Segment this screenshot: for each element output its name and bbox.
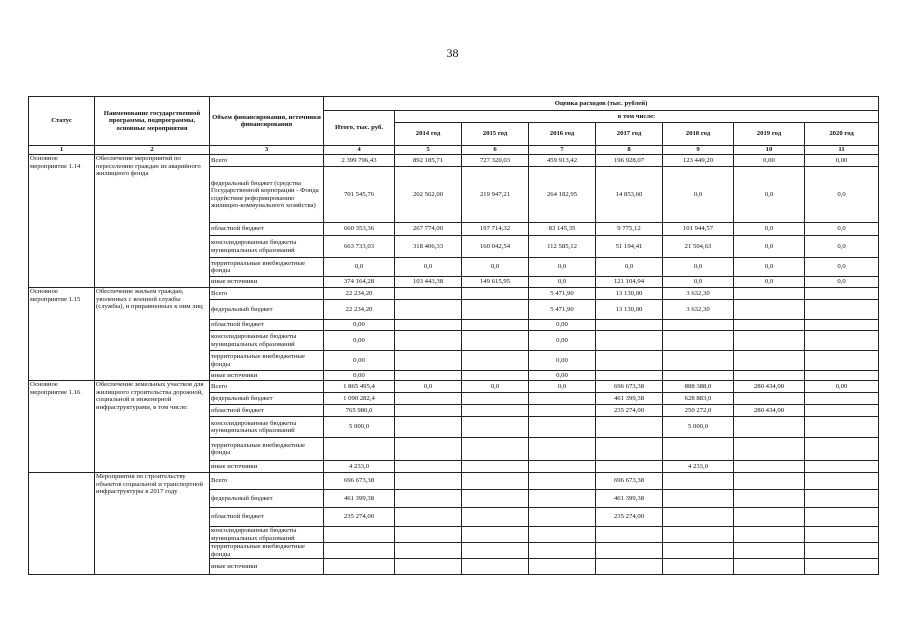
header-status: Статус [29, 97, 95, 146]
year-amount [462, 473, 529, 490]
year-amount [395, 393, 462, 405]
funding-source: областной бюджет [210, 223, 324, 236]
year-amount [734, 461, 805, 473]
year-amount [529, 393, 596, 405]
year-amount: 219 947,21 [462, 167, 529, 223]
year-amount: 196 928,07 [596, 155, 663, 167]
activity-status: Основное мероприятие 1.15 [29, 288, 95, 381]
year-amount [734, 438, 805, 461]
year-amount [395, 559, 462, 575]
column-number: 8 [596, 146, 663, 155]
year-amount [462, 527, 529, 543]
year-amount: 0,0 [805, 236, 879, 258]
year-amount [663, 371, 734, 381]
funding-source: консолидированные бюджеты муниципальных образований [210, 527, 324, 543]
header-volume: Объем финансирования, источники финансирования [210, 97, 324, 146]
year-amount [529, 405, 596, 417]
year-amount: 0,00 [529, 371, 596, 381]
year-amount: 318 406,33 [395, 236, 462, 258]
year-amount [663, 331, 734, 351]
year-amount [529, 527, 596, 543]
funding-source: консолидированные бюджеты муниципальных образований [210, 331, 324, 351]
table-row [29, 155, 879, 167]
year-amount: 13 130,00 [596, 300, 663, 320]
year-amount: 0,0 [734, 258, 805, 277]
total-amount: 374 164,28 [324, 277, 395, 288]
header-year: 2017 год [596, 123, 663, 146]
year-amount: 0,0 [462, 381, 529, 393]
year-amount [734, 393, 805, 405]
year-amount: 0,0 [734, 167, 805, 223]
total-amount: 660 353,36 [324, 223, 395, 236]
year-amount: 0,0 [529, 258, 596, 277]
column-number: 10 [734, 146, 805, 155]
year-amount [395, 405, 462, 417]
year-amount [734, 543, 805, 559]
year-amount [663, 490, 734, 508]
funding-source: областной бюджет [210, 508, 324, 527]
year-amount: 264 182,95 [529, 167, 596, 223]
activity-status [29, 473, 95, 575]
year-amount: 14 853,60 [596, 167, 663, 223]
year-amount [596, 351, 663, 371]
year-amount [529, 490, 596, 508]
year-amount [462, 417, 529, 438]
year-amount [663, 543, 734, 559]
year-amount: 0,0 [734, 223, 805, 236]
funding-source: Всего [210, 381, 324, 393]
year-amount: 280 434,00 [734, 405, 805, 417]
year-amount [529, 508, 596, 527]
funding-source: консолидированные бюджеты муниципальных образований [210, 417, 324, 438]
year-amount [462, 559, 529, 575]
year-amount: 13 130,00 [596, 288, 663, 300]
header-year: 2019 год [734, 123, 805, 146]
year-amount [734, 559, 805, 575]
year-amount: 5 000,0 [663, 417, 734, 438]
year-amount [462, 320, 529, 331]
year-amount [529, 559, 596, 575]
year-amount [596, 527, 663, 543]
year-amount [462, 438, 529, 461]
year-amount [734, 300, 805, 320]
table-header [29, 97, 879, 155]
year-amount: 21 504,63 [663, 236, 734, 258]
year-amount [663, 438, 734, 461]
year-amount [462, 351, 529, 371]
header-estimate: Оценка расходов (тыс. рублей) [324, 97, 879, 111]
year-amount [462, 490, 529, 508]
year-amount [462, 543, 529, 559]
funding-source: Всего [210, 155, 324, 167]
year-amount: 197 714,32 [462, 223, 529, 236]
year-amount: 461 399,38 [596, 393, 663, 405]
total-amount: 22 234,20 [324, 300, 395, 320]
year-amount [805, 438, 879, 461]
year-amount [395, 351, 462, 371]
total-amount [324, 559, 395, 575]
year-amount [462, 371, 529, 381]
activity-name: Обеспечение мероприятий по переселению граждан из аварийного жилищного фонда [95, 155, 210, 288]
year-amount: 267 774,00 [395, 223, 462, 236]
year-amount [805, 331, 879, 351]
year-amount: 0,0 [805, 277, 879, 288]
activity-name: Мероприятия по строительству объектов социальной и транспортной инфраструктуры в 2017 году [95, 473, 210, 575]
year-amount [805, 473, 879, 490]
total-amount: 0,0 [324, 258, 395, 277]
year-amount [395, 527, 462, 543]
funding-source: иные источники [210, 277, 324, 288]
total-amount: 4 233,0 [324, 461, 395, 473]
year-amount: 83 145,35 [529, 223, 596, 236]
year-amount [805, 300, 879, 320]
year-amount: 0,0 [596, 258, 663, 277]
year-amount [395, 508, 462, 527]
year-amount [596, 461, 663, 473]
total-amount: 663 733,03 [324, 236, 395, 258]
year-amount: 888 388,0 [663, 381, 734, 393]
year-amount [596, 543, 663, 559]
year-amount: 0,0 [663, 167, 734, 223]
year-amount: 0,0 [395, 381, 462, 393]
year-amount [596, 371, 663, 381]
year-amount [395, 331, 462, 351]
year-amount [462, 331, 529, 351]
year-amount [596, 320, 663, 331]
total-amount: 1 865 495,4 [324, 381, 395, 393]
year-amount: 0,0 [734, 236, 805, 258]
total-amount: 5 000,0 [324, 417, 395, 438]
year-amount [805, 508, 879, 527]
year-amount [805, 461, 879, 473]
year-amount [529, 438, 596, 461]
total-amount: 235 274,00 [324, 508, 395, 527]
year-amount [663, 508, 734, 527]
column-number: 7 [529, 146, 596, 155]
year-amount [395, 371, 462, 381]
year-amount: 0,0 [663, 258, 734, 277]
total-amount: 0,00 [324, 371, 395, 381]
year-amount [805, 490, 879, 508]
activity-status: Основное мероприятие 1.14 [29, 155, 95, 288]
year-amount [663, 473, 734, 490]
year-amount: 0,00 [529, 331, 596, 351]
activity-name: Обеспечение земельных участков для жилищного строительства дорожной, социальной и инженерной инфраструктурами, в том числе: [95, 381, 210, 473]
year-amount: 696 673,38 [596, 381, 663, 393]
year-amount: 202 562,00 [395, 167, 462, 223]
year-amount: 121 104,94 [596, 277, 663, 288]
table-row [29, 381, 879, 393]
column-number: 9 [663, 146, 734, 155]
year-amount: 250 272,0 [663, 405, 734, 417]
year-amount: 0,00 [734, 155, 805, 167]
total-amount [324, 543, 395, 559]
header-including: в том числе: [395, 111, 879, 123]
year-amount [395, 473, 462, 490]
total-amount: 765 980,0 [324, 405, 395, 417]
header-year: 2014 год [395, 123, 462, 146]
column-number: 6 [462, 146, 529, 155]
total-amount [324, 527, 395, 543]
year-amount: 459 913,42 [529, 155, 596, 167]
year-amount: 112 585,12 [529, 236, 596, 258]
year-amount: 0,00 [529, 320, 596, 331]
total-amount: 1 090 282,4 [324, 393, 395, 405]
year-amount [734, 320, 805, 331]
total-amount: 0,00 [324, 331, 395, 351]
year-amount: 51 194,41 [596, 236, 663, 258]
funding-source: территориальные внебюджетные фонды [210, 258, 324, 277]
year-amount [395, 300, 462, 320]
year-amount [805, 559, 879, 575]
year-amount [734, 351, 805, 371]
activity-status: Основное мероприятие 1.16 [29, 381, 95, 473]
year-amount [596, 417, 663, 438]
year-amount: 0,0 [395, 258, 462, 277]
column-number: 1 [29, 146, 95, 155]
year-amount: 892 185,71 [395, 155, 462, 167]
year-amount: 9 775,12 [596, 223, 663, 236]
year-amount [805, 417, 879, 438]
year-amount [734, 527, 805, 543]
funding-source: федеральный бюджет (средства Государственной корпорации - Фонда содействия реформированию жилищно-коммунального хозяйства) [210, 167, 324, 223]
year-amount [462, 405, 529, 417]
year-amount: 3 632,30 [663, 288, 734, 300]
year-amount [805, 371, 879, 381]
year-amount: 235 274,00 [596, 508, 663, 527]
year-amount [395, 461, 462, 473]
year-amount [734, 331, 805, 351]
header-year: 2018 год [663, 123, 734, 146]
year-amount [596, 331, 663, 351]
year-amount [805, 543, 879, 559]
header-year: 2020 год [805, 123, 879, 146]
total-amount: 2 399 796,43 [324, 155, 395, 167]
year-amount: 0,0 [734, 277, 805, 288]
year-amount: 280 434,00 [734, 381, 805, 393]
year-amount: 461 399,38 [596, 490, 663, 508]
year-amount: 0,0 [805, 258, 879, 277]
funding-source: территориальные внебюджетные фонды [210, 438, 324, 461]
year-amount [596, 559, 663, 575]
year-amount: 0,0 [529, 381, 596, 393]
year-amount: 696 673,38 [596, 473, 663, 490]
total-amount: 0,00 [324, 320, 395, 331]
funding-source: областной бюджет [210, 320, 324, 331]
total-amount: 22 234,20 [324, 288, 395, 300]
year-amount: 160 042,54 [462, 236, 529, 258]
funding-source: Всего [210, 473, 324, 490]
year-amount [395, 417, 462, 438]
year-amount: 727 320,03 [462, 155, 529, 167]
year-amount [395, 320, 462, 331]
year-amount: 0,0 [805, 167, 879, 223]
year-amount: 103 443,38 [395, 277, 462, 288]
year-amount: 0,0 [529, 277, 596, 288]
year-amount [395, 543, 462, 559]
header-year: 2015 год [462, 123, 529, 146]
year-amount [734, 490, 805, 508]
funding-source: федеральный бюджет [210, 300, 324, 320]
funding-source: иные источники [210, 559, 324, 575]
year-amount [462, 288, 529, 300]
year-amount: 5 471,90 [529, 288, 596, 300]
year-amount: 0,00 [805, 381, 879, 393]
funding-source: федеральный бюджет [210, 393, 324, 405]
column-number: 2 [95, 146, 210, 155]
year-amount [529, 417, 596, 438]
funding-source: федеральный бюджет [210, 490, 324, 508]
year-amount [805, 393, 879, 405]
funding-source: территориальные внебюджетные фонды [210, 543, 324, 559]
year-amount [734, 371, 805, 381]
year-amount [734, 473, 805, 490]
year-amount: 5 471,90 [529, 300, 596, 320]
year-amount [529, 543, 596, 559]
year-amount [805, 351, 879, 371]
year-amount: 0,0 [462, 258, 529, 277]
year-amount: 4 233,0 [663, 461, 734, 473]
activity-name: Обеспечение жильем граждан, уволенных с военной службы (службы), и приравненных к ним лиц [95, 288, 210, 381]
year-amount [805, 527, 879, 543]
year-amount [462, 508, 529, 527]
year-amount [805, 320, 879, 331]
year-amount [663, 527, 734, 543]
year-amount [462, 461, 529, 473]
column-number: 3 [210, 146, 324, 155]
column-number: 11 [805, 146, 879, 155]
column-number: 4 [324, 146, 395, 155]
total-amount: 0,00 [324, 351, 395, 371]
year-amount [663, 351, 734, 371]
year-amount: 3 632,30 [663, 300, 734, 320]
funding-source: территориальные внебюджетные фонды [210, 351, 324, 371]
year-amount [805, 405, 879, 417]
year-amount [462, 393, 529, 405]
funding-source: консолидированные бюджеты муниципальных образований [210, 236, 324, 258]
funding-source: иные источники [210, 371, 324, 381]
total-amount: 461 399,38 [324, 490, 395, 508]
year-amount [395, 438, 462, 461]
total-amount [324, 438, 395, 461]
year-amount: 149 615,95 [462, 277, 529, 288]
year-amount [529, 461, 596, 473]
funding-source: Всего [210, 288, 324, 300]
year-amount [734, 417, 805, 438]
funding-source: областной бюджет [210, 405, 324, 417]
year-amount [529, 473, 596, 490]
year-amount [663, 320, 734, 331]
year-amount [663, 559, 734, 575]
year-amount: 628 883,0 [663, 393, 734, 405]
table-body [29, 155, 879, 575]
year-amount: 235 274,00 [596, 405, 663, 417]
year-amount: 123 449,20 [663, 155, 734, 167]
page-number: 38 [446, 46, 459, 60]
year-amount: 0,0 [805, 223, 879, 236]
year-amount [395, 288, 462, 300]
year-amount [462, 300, 529, 320]
year-amount: 0,00 [805, 155, 879, 167]
year-amount [596, 438, 663, 461]
year-amount [734, 288, 805, 300]
financing-table [28, 96, 879, 575]
header-total: Итого, тыс. руб. [324, 111, 395, 146]
year-amount [395, 490, 462, 508]
year-amount [734, 508, 805, 527]
header-name: Наименование государственной программы, подпрограммы, основные мероприятия [95, 97, 210, 146]
column-number: 5 [395, 146, 462, 155]
year-amount [805, 288, 879, 300]
column-number-row [29, 146, 879, 155]
header-year: 2016 год [529, 123, 596, 146]
table-row [29, 288, 879, 300]
total-amount: 696 673,38 [324, 473, 395, 490]
year-amount: 0,0 [663, 277, 734, 288]
year-amount: 0,00 [529, 351, 596, 371]
total-amount: 701 545,76 [324, 167, 395, 223]
table-row [29, 473, 879, 490]
funding-source: иные источники [210, 461, 324, 473]
year-amount: 101 944,57 [663, 223, 734, 236]
